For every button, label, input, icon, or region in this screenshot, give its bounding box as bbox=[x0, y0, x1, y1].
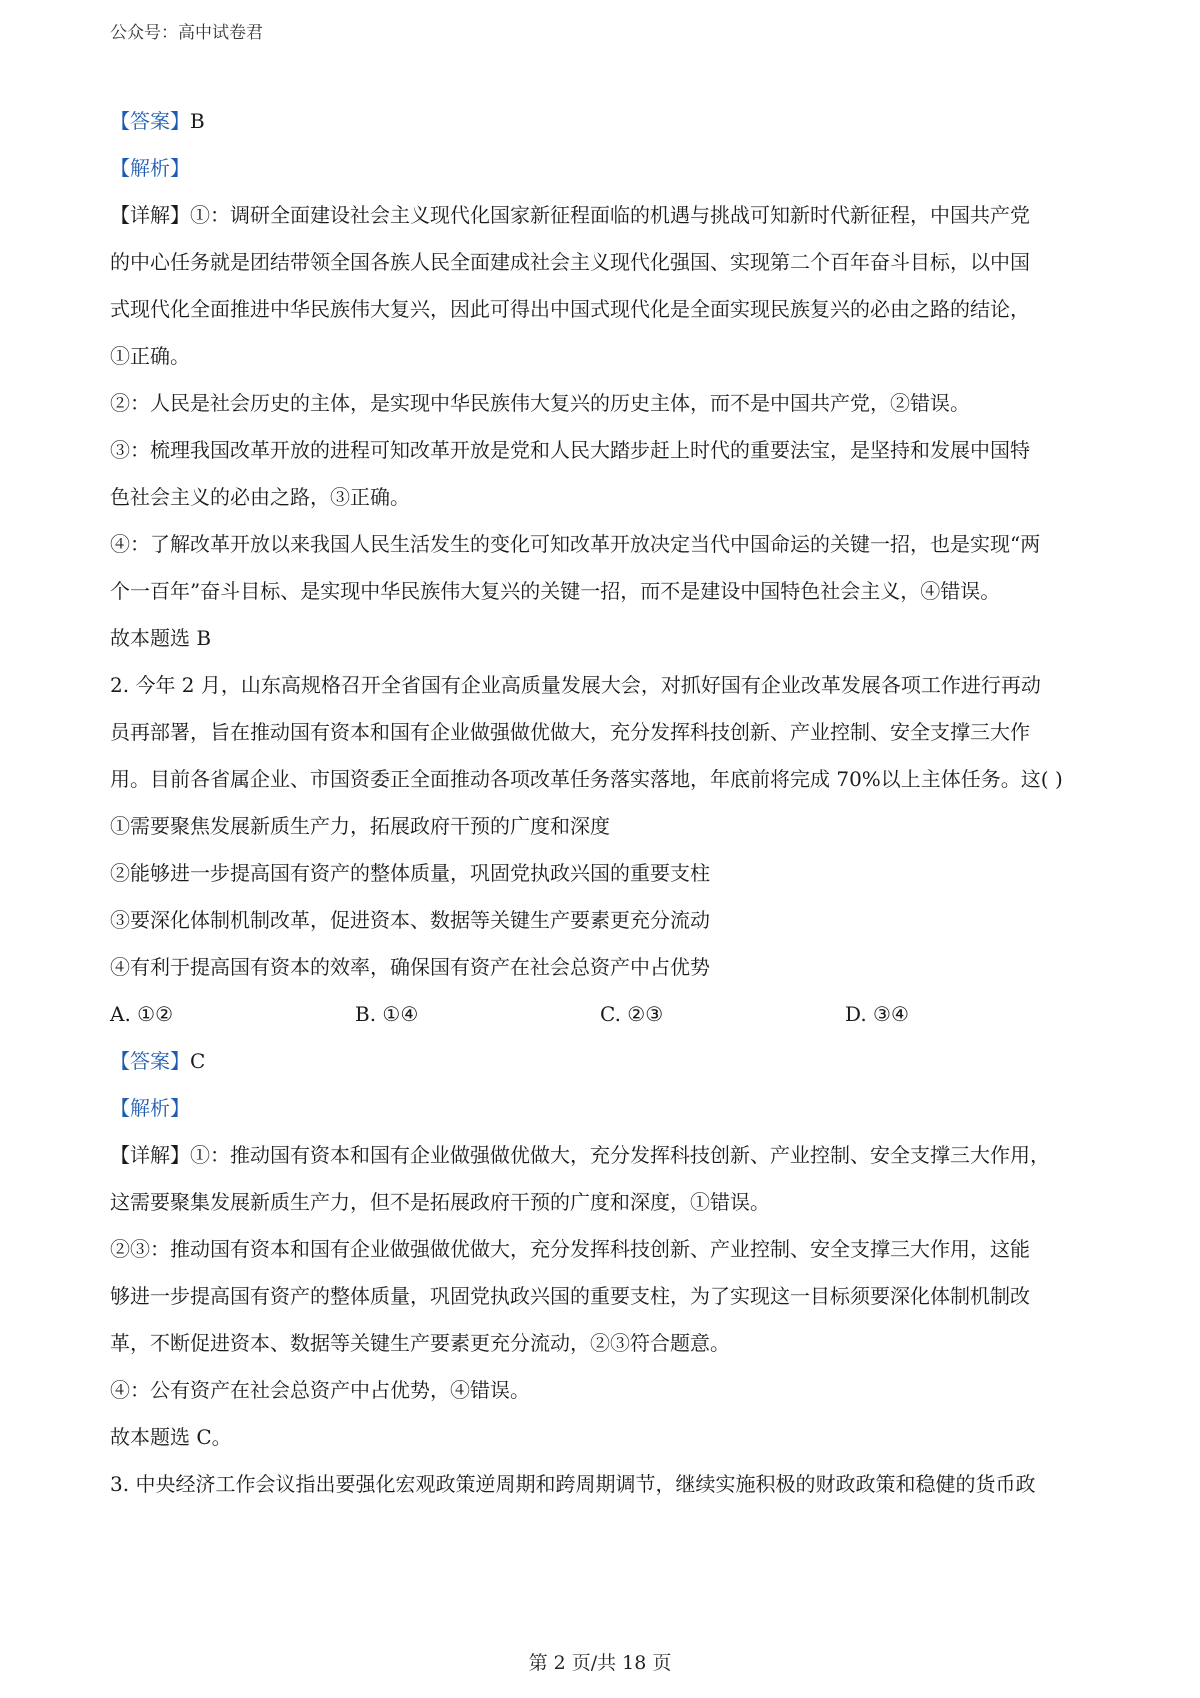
q2-detail-line: 这需要聚集发展新质生产力，但不是拓展政府干预的广度和深度，①错误。 bbox=[110, 1190, 770, 1214]
analysis-tag: 【解析】 bbox=[110, 1096, 190, 1120]
q2-detail-line bbox=[110, 1132, 1100, 1179]
analysis-tag: 【解析】 bbox=[110, 156, 190, 180]
q1-analysis-line bbox=[110, 145, 1100, 192]
option-a: A. ①② bbox=[110, 1002, 174, 1026]
q2-analysis-line bbox=[110, 1085, 1100, 1132]
answer-tag: 【答案】 bbox=[110, 1049, 190, 1073]
q2-answer-line bbox=[110, 1038, 1100, 1085]
q2-statement: ④有利于提高国有资本的效率，确保国有资产在社会总资产中占优势 bbox=[110, 955, 710, 979]
q2-detail-line: 够进一步提高国有资产的整体质量，巩固党执政兴国的重要支柱，为了实现这一目标须要深化体制机制改 bbox=[110, 1284, 1030, 1308]
q2-options bbox=[110, 991, 1100, 1038]
q2-detail-line: 革，不断促进资本、数据等关键生产要素更充分流动，②③符合题意。 bbox=[110, 1331, 730, 1355]
q2-statement: ②能够进一步提高国有资产的整体质量，巩固党执政兴国的重要支柱 bbox=[110, 861, 710, 885]
option-d: D. ③④ bbox=[845, 1002, 909, 1026]
answer-tag: 【答案】 bbox=[110, 109, 190, 133]
q2-detail-line: ④：公有资产在社会总资产中占优势，④错误。 bbox=[110, 1378, 530, 1402]
q1-detail-line bbox=[110, 192, 1100, 239]
detail-tag: 【详解】 bbox=[110, 1143, 190, 1167]
answer-value: C bbox=[190, 1049, 206, 1073]
page-header-source: 公众号：高中试卷君 bbox=[110, 23, 263, 43]
q1-detail-line: 个一百年”奋斗目标、是实现中华民族伟大复兴的关键一招，而不是建设中国特色社会主义，④错误。 bbox=[110, 579, 1001, 603]
detail-text: ①：推动国有资本和国有企业做强做优做大，充分发挥科技创新、产业控制、安全支撑三大作用， bbox=[190, 1143, 1050, 1167]
q2-detail-line: ②③：推动国有资本和国有企业做强做优做大，充分发挥科技创新、产业控制、安全支撑三大作用，这能 bbox=[110, 1237, 1030, 1261]
detail-tag: 【详解】 bbox=[110, 203, 190, 227]
q1-detail-line: 式现代化全面推进中华民族伟大复兴，因此可得出中国式现代化是全面实现民族复兴的必由之路的结论， bbox=[110, 297, 1030, 321]
q1-detail-line: ③：梳理我国改革开放的进程可知改革开放是党和人民大踏步赶上时代的重要法宝，是坚持和发展中国特 bbox=[110, 438, 1030, 462]
q1-detail-line: 的中心任务就是团结带领全国各族人民全面建成社会主义现代化强国、实现第二个百年奋斗目标，以中国 bbox=[110, 250, 1030, 274]
option-b: B. ①④ bbox=[355, 1002, 419, 1026]
q1-detail-line: ①正确。 bbox=[110, 344, 190, 368]
q2-stem-line: 2. 今年 2 月，山东高规格召开全省国有企业高质量发展大会，对抓好国有企业改革发展各项工作进行再动 bbox=[110, 673, 1041, 697]
q1-detail-line: 色社会主义的必由之路，③正确。 bbox=[110, 485, 410, 509]
q1-answer-line bbox=[110, 98, 1100, 145]
q1-conclusion: 故本题选 B bbox=[110, 626, 212, 650]
q2-conclusion: 故本题选 C。 bbox=[110, 1425, 232, 1449]
q2-stem-line: 用。目前各省属企业、市国资委正全面推动各项改革任务落实落地，年底前将完成 70%以上主体任务。这( ) bbox=[110, 767, 1063, 791]
page-number: 第 2 页/共 18 页 bbox=[528, 1652, 672, 1674]
q2-statement: ①需要聚焦发展新质生产力，拓展政府干预的广度和深度 bbox=[110, 814, 610, 838]
q2-stem-line: 员再部署，旨在推动国有资本和国有企业做强做优做大，充分发挥科技创新、产业控制、安全支撑三大作 bbox=[110, 720, 1030, 744]
q3-stem-line: 3. 中央经济工作会议指出要强化宏观政策逆周期和跨周期调节，继续实施积极的财政政策和稳健的货币政 bbox=[110, 1472, 1036, 1496]
detail-text: ①：调研全面建设社会主义现代化国家新征程面临的机遇与挑战可知新时代新征程，中国共产党 bbox=[190, 203, 1030, 227]
document-body bbox=[110, 98, 1100, 1508]
option-c: C. ②③ bbox=[600, 1002, 664, 1026]
q1-detail-line: ②：人民是社会历史的主体，是实现中华民族伟大复兴的历史主体，而不是中国共产党，②错误。 bbox=[110, 391, 970, 415]
q2-statement: ③要深化体制机制改革，促进资本、数据等关键生产要素更充分流动 bbox=[110, 908, 710, 932]
answer-value: B bbox=[190, 109, 205, 133]
q1-detail-line: ④：了解改革开放以来我国人民生活发生的变化可知改革开放决定当代中国命运的关键一招，也是实现“两 bbox=[110, 532, 1041, 556]
